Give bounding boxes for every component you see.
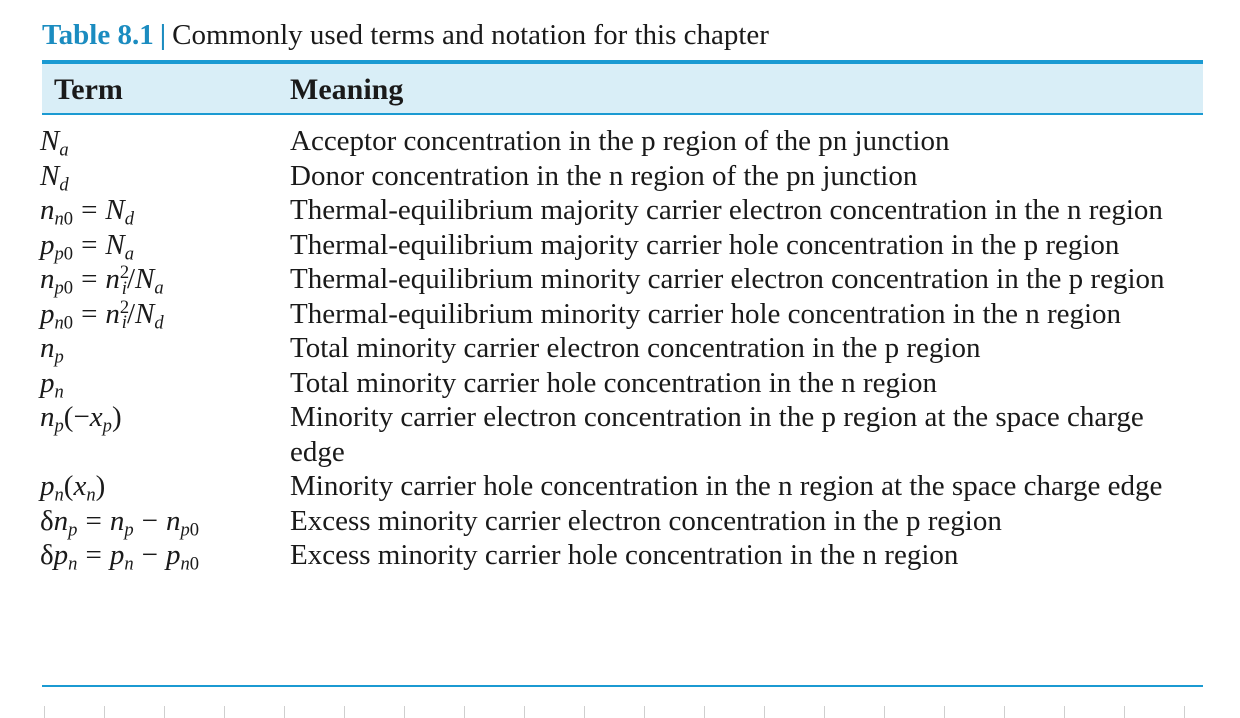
term-cell: $n_p(-x_p)$ [40, 401, 122, 437]
term-cell: $p_n(x_n)$ [40, 470, 106, 506]
meaning-cell: Total minority carrier hole concentration in the n region [290, 366, 938, 399]
table-row [0, 538, 1240, 573]
table-title: Commonly used terms and notation for this chapter [172, 19, 769, 51]
meaning-cell: Thermal-equilibrium minority carrier electron concentration in the p region [290, 263, 1165, 295]
table-row [0, 262, 1240, 297]
term-cell: $N_a$ [40, 125, 69, 161]
term-cell: $\delta n_p = n_p - n_{p0}$ [40, 504, 200, 541]
meaning-cell: Donor concentration in the n region of the pn junction [290, 159, 918, 192]
term-cell: $\delta p_n = p_n - p_{n0}$ [40, 539, 200, 575]
caption-separator: | [159, 19, 167, 51]
column-header-meaning: Meaning [290, 73, 404, 106]
term-cell: $N_d$ [40, 159, 69, 196]
meaning-cell: Excess minority carrier electron concentration in the p region [290, 504, 1002, 537]
table-row [0, 331, 1240, 366]
table-row [0, 193, 1240, 228]
table-row [0, 504, 1240, 539]
table-row [0, 228, 1240, 263]
term-cell: $p_{p0} = N_a$ [40, 228, 135, 265]
meaning-cell: Minority carrier electron concentration in the p region at the space charge edge [290, 401, 1144, 468]
column-header-term: Term [54, 73, 123, 106]
meaning-cell: Total minority carrier electron concentration in the p region [290, 332, 981, 364]
term-cell: $n_{n0} = N_d$ [40, 194, 135, 230]
table-number: Table 8.1 [42, 19, 154, 51]
table-row [0, 400, 1240, 469]
meaning-cell: Minority carrier hole concentration in the n region at the space charge edge [290, 470, 1163, 502]
meaning-cell: Thermal-equilibrium minority carrier hole concentration in the n region [290, 297, 1122, 330]
table-row [0, 124, 1240, 159]
meaning-cell: Acceptor concentration in the p region of the pn junction [290, 125, 950, 157]
table-header [42, 60, 1203, 115]
term-cell: $p_{n0} = n^2_i/N_d$ [40, 296, 164, 334]
table-bottom-rule [42, 685, 1203, 687]
meaning-cell: Thermal-equilibrium majority carrier hole concentration in the p region [290, 228, 1120, 261]
meaning-cell: Excess minority carrier hole concentration in the n region [290, 539, 959, 571]
page-edge-marks [0, 700, 1240, 718]
meaning-cell: Thermal-equilibrium majority carrier electron concentration in the n region [290, 194, 1163, 226]
table-row [0, 297, 1240, 332]
table-caption [42, 16, 769, 54]
term-cell: $p_n$ [40, 366, 64, 403]
table-row [0, 159, 1240, 194]
table-body [0, 124, 1240, 573]
table-row [0, 366, 1240, 401]
table-row [0, 469, 1240, 504]
term-cell: $n_{p0} = n^2_i/N_a$ [40, 261, 164, 299]
term-cell: $n_p$ [40, 332, 64, 368]
